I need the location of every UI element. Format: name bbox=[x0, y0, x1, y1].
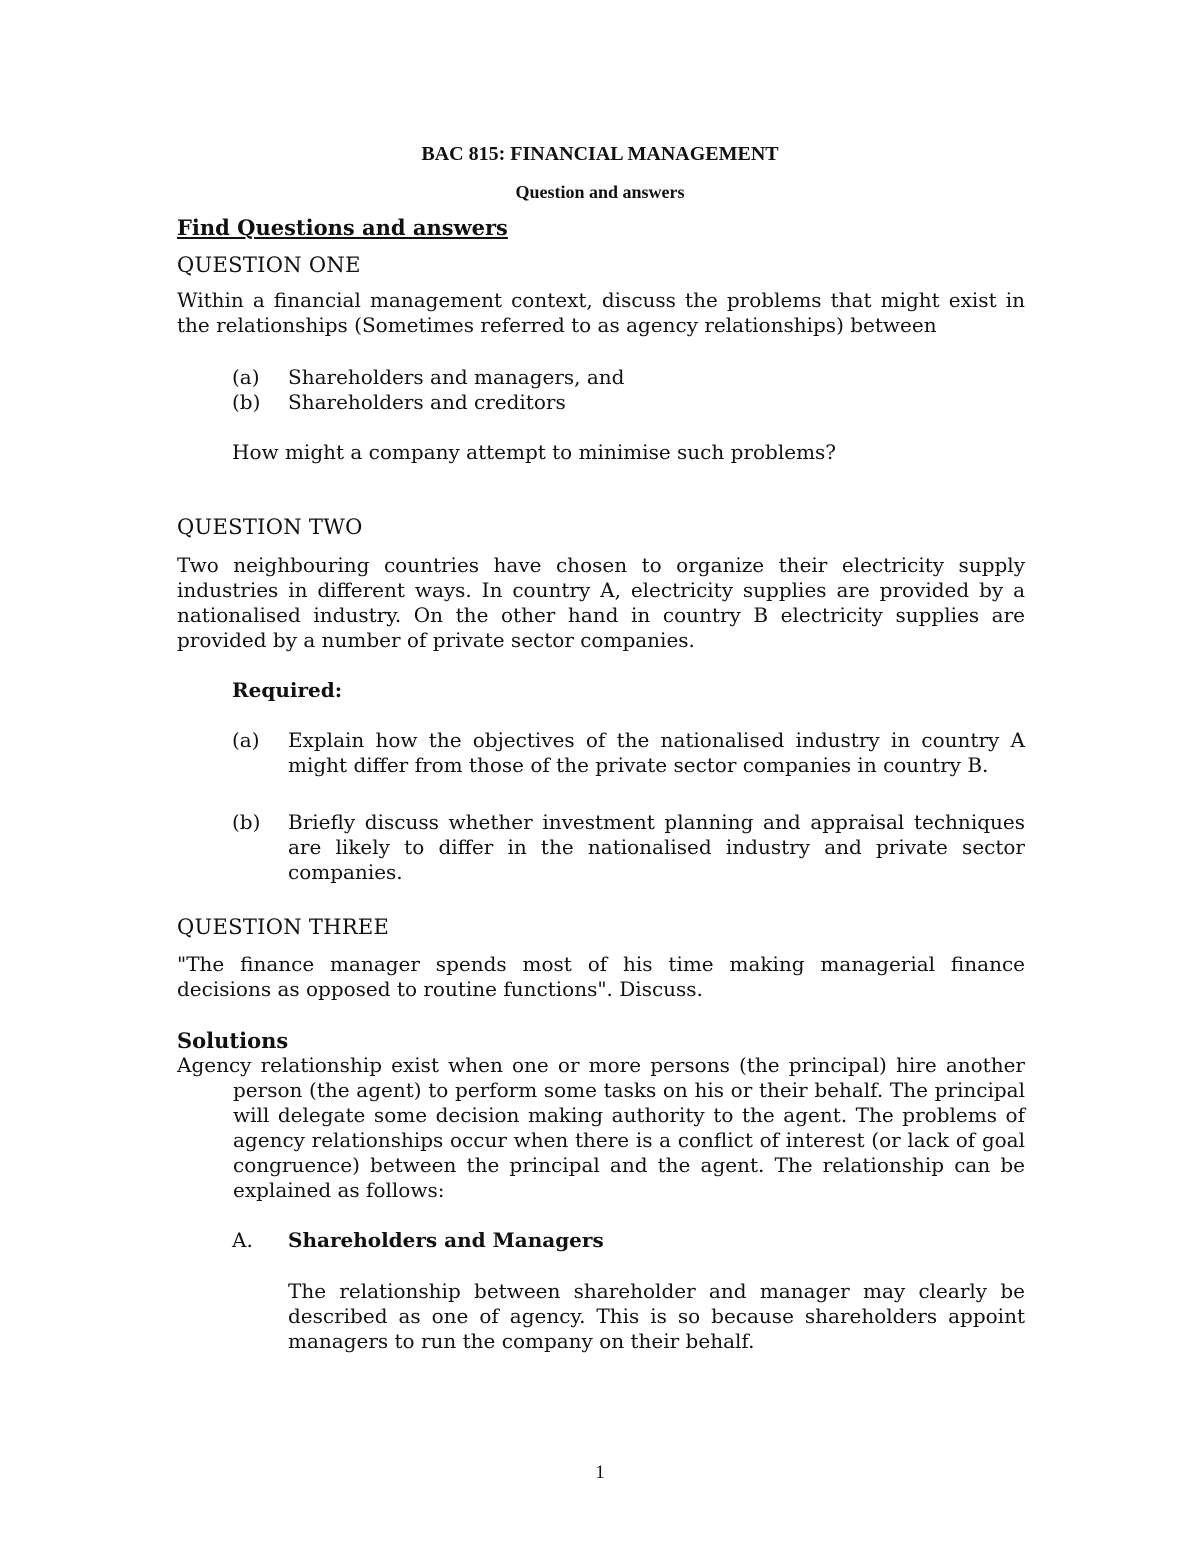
section-a-text: The relationship between shareholder and manager may clearly be described as one of agency. This is so because shareholders appoint managers to run the company on their behalf. bbox=[288, 1279, 1025, 1353]
item-text: Shareholders and creditors bbox=[288, 390, 566, 414]
question-one-heading: QUESTION ONE bbox=[177, 253, 361, 277]
question-one-item-a bbox=[232, 365, 1025, 390]
section-a-heading: Shareholders and Managers bbox=[288, 1228, 604, 1252]
question-two-item-a bbox=[232, 728, 1025, 803]
question-two-intro: Two neighbouring countries have chosen to organize their electricity supply industries in different ways. In country A, electricity supplies are provided by a nationalised industry. On the other hand in country B electricity supplies are provided by a number of private sector companies. bbox=[177, 553, 1025, 652]
question-one-intro: Within a financial management context, discuss the problems that might exist in the relationships (Sometimes referred to as agency relationships) between bbox=[177, 288, 1025, 337]
item-text: Explain how the objectives of the nationalised industry in country A might differ from those of the private sector companies in country B. bbox=[288, 728, 1025, 777]
find-questions-heading: Find Questions and answers bbox=[177, 215, 508, 240]
item-text: Shareholders and managers, and bbox=[288, 365, 625, 389]
question-three-heading: QUESTION THREE bbox=[177, 915, 390, 939]
question-one-closing: How might a company attempt to minimise such problems? bbox=[232, 440, 837, 464]
question-two-heading: QUESTION TWO bbox=[177, 515, 363, 539]
solutions-text: Agency relationship exist when one or more persons (the principal) hire another person (the agent) to perform some tasks on his or their behalf. The principal will delegate some decision making authority to the agent. The problems of agency relationships occur when there is a conflict of interest (or lack of goal congruence) between the principal and the agent. The relationship can be explained as follows: bbox=[177, 1053, 1025, 1202]
document-subtitle: Question and answers bbox=[515, 182, 685, 202]
question-two-item-b bbox=[232, 810, 1025, 885]
item-label: (b) bbox=[232, 810, 261, 834]
item-label: (a) bbox=[232, 365, 260, 389]
required-label: Required: bbox=[232, 678, 343, 702]
question-three-text: "The finance manager spends most of his time making managerial finance decisions as opposed to routine functions". Discuss. bbox=[177, 952, 1025, 1001]
solutions-heading: Solutions bbox=[177, 1028, 289, 1053]
question-one-item-b bbox=[232, 390, 1025, 415]
section-a-label: A. bbox=[232, 1228, 253, 1252]
course-title: BAC 815: FINANCIAL MANAGEMENT bbox=[421, 143, 779, 165]
item-text: Briefly discuss whether investment planning and appraisal techniques are likely to differ in the nationalised industry and private sector companies. bbox=[288, 810, 1025, 884]
section-a-heading-row bbox=[232, 1228, 1025, 1253]
item-label: (a) bbox=[232, 728, 260, 752]
page-number: 1 bbox=[595, 1462, 605, 1483]
item-label: (b) bbox=[232, 390, 261, 414]
